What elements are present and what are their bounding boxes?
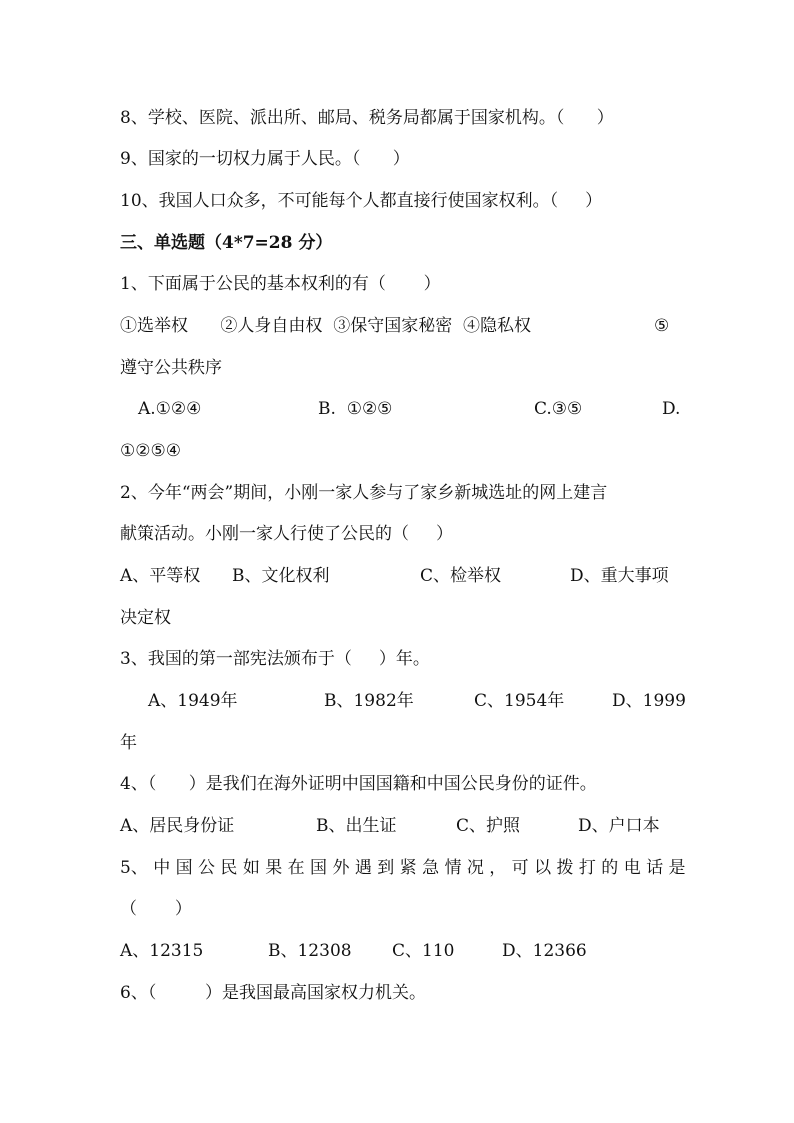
question-3-option-c: C、1954年 xyxy=(474,691,565,711)
question-5-option-c: C、110 xyxy=(392,941,455,961)
question-4-option-b: B、出生证 xyxy=(316,816,397,836)
question-6-stem: 6、（ ）是我国最高国家权力机关。 xyxy=(120,983,426,1003)
question-1-option-c: C.③⑤ xyxy=(534,399,583,419)
question-5-stem-cont: （ ） xyxy=(120,899,192,919)
section-title: 三、单选题（4*7=28 分） xyxy=(120,233,333,253)
question-3-option-d-cont: 年 xyxy=(120,733,137,753)
question-2-option-b: B、文化权利 xyxy=(232,566,330,586)
question-1-stem: 1、下面属于公民的基本权利的有（ ） xyxy=(120,274,441,294)
question-2-stem: 2、今年“两会”期间，小刚一家人参与了家乡新城选址的网上建言 xyxy=(120,483,608,503)
question-2-option-c: C、检举权 xyxy=(420,566,502,586)
question-1-option-b: B. ①②⑤ xyxy=(318,399,393,419)
question-2-option-d-cont: 决定权 xyxy=(120,608,171,628)
question-3-option-a: A、1949年 xyxy=(148,691,238,711)
judge-question-9: 9、国家的一切权力属于人民。（ ） xyxy=(120,149,410,169)
question-1-option-d-cont: ①②⑤④ xyxy=(120,441,181,461)
question-3-option-d: D、1999 xyxy=(612,691,686,711)
question-4-option-c: C、护照 xyxy=(456,816,521,836)
question-2-stem-cont: 献策活动。小刚一家人行使了公民的（ ） xyxy=(120,524,454,544)
question-4-stem: 4、（ ）是我们在海外证明中国国籍和中国公民身份的证件。 xyxy=(120,774,597,794)
question-4-option-a: A、居民身份证 xyxy=(120,816,235,836)
judge-question-10: 10、我国人口众多，不可能每个人都直接行使国家权利。（ ） xyxy=(120,191,603,211)
question-5-option-a: A、12315 xyxy=(120,941,204,961)
question-4-option-d: D、户口本 xyxy=(578,816,660,836)
question-5-stem: 5、 中 国 公 民 如 果 在 国 外 遇 到 紧 急 情 况 ， 可 以 拨 打 的 电 话 是 xyxy=(120,858,686,878)
question-1-item-5-mark: ⑤ xyxy=(654,316,670,336)
question-1-option-d: D. xyxy=(662,399,681,419)
question-1-items-cont: 遵守公共秩序 xyxy=(120,358,222,378)
question-5-option-b: B、12308 xyxy=(268,941,352,961)
question-2-option-d: D、重大事项 xyxy=(570,566,669,586)
question-1-items: ①选举权 ②人身自由权 ③保守国家秘密 ④隐私权 xyxy=(120,316,532,336)
judge-question-8: 8、学校、医院、派出所、邮局、税务局都属于国家机构。（ ） xyxy=(120,108,614,128)
question-2-option-a: A、平等权 xyxy=(120,566,201,586)
question-1-option-a: A.①②④ xyxy=(138,399,202,419)
question-3-option-b: B、1982年 xyxy=(324,691,414,711)
question-5-option-d: D、12366 xyxy=(502,941,587,961)
question-3-stem: 3、我国的第一部宪法颁布于（ ）年。 xyxy=(120,649,430,669)
